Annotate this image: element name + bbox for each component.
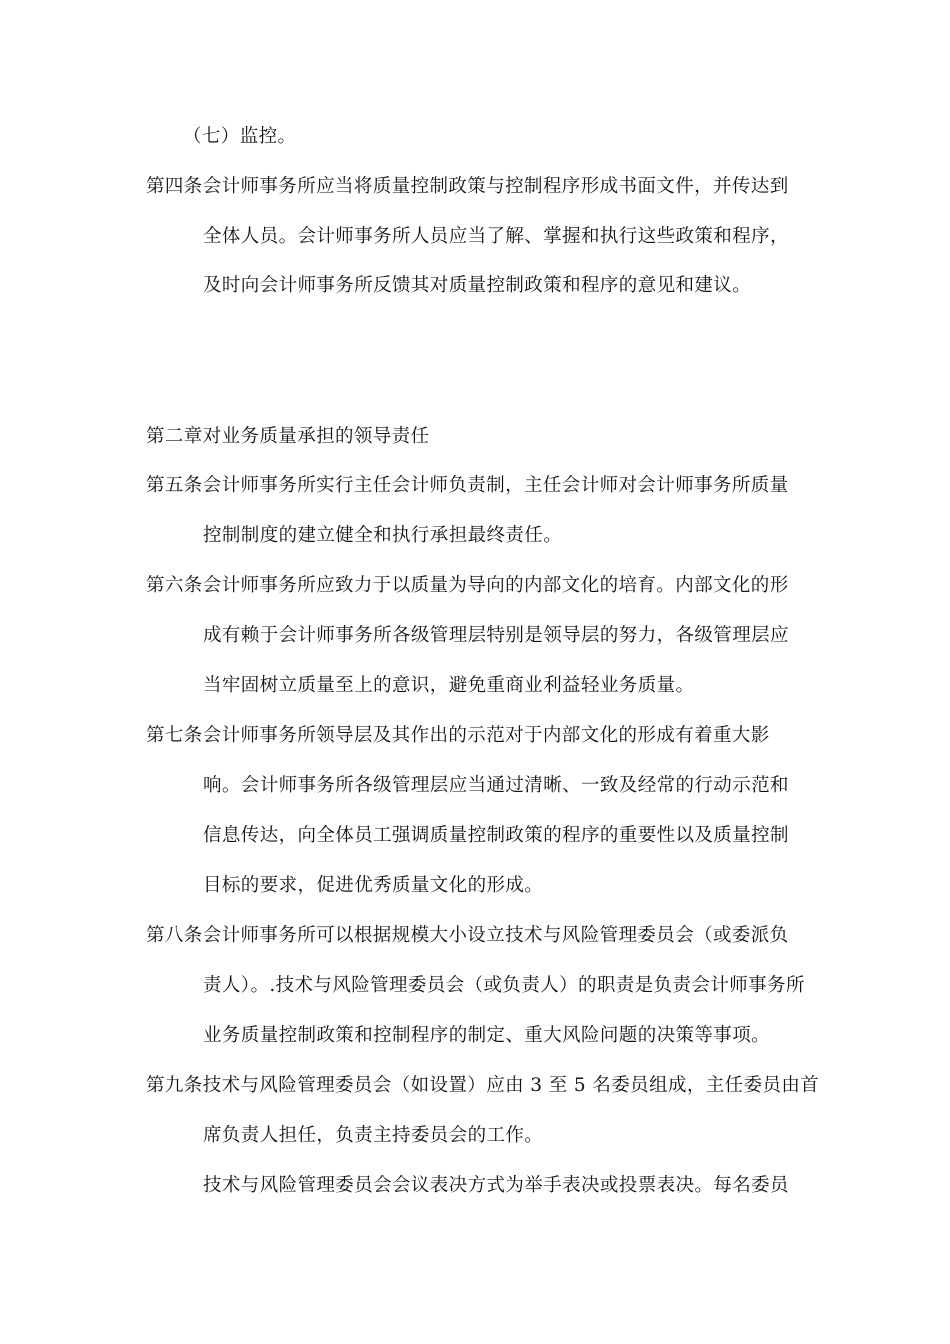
article-6-line-2: 成有赖于会计师事务所各级管理层特别是领导层的努力，各级管理层应 bbox=[203, 625, 789, 646]
article-6-line-3: 当牢固树立质量至上的意识，避免重商业利益轻业务质量。 bbox=[203, 675, 695, 696]
article-4-line-1: 第四条会计师事务所应当将质量控制政策与控制程序形成书面文件，并传达到 bbox=[146, 176, 789, 197]
article-5-line-1: 第五条会计师事务所实行主任会计师负责制，主任会计师对会计师事务所质量 bbox=[146, 475, 789, 496]
article-9-line-2: 席负责人担任，负责主持委员会的工作。 bbox=[203, 1125, 544, 1146]
article-4-line-3: 及时向会计师事务所反馈其对质量控制政策和程序的意见和建议。 bbox=[203, 275, 752, 296]
article-9-line-1: 第九条技术与风险管理委员会（如设置）应由 3 至 5 名委员组成，主任委员由首 bbox=[146, 1075, 820, 1096]
article-4-line-2: 全体人员。会计师事务所人员应当了解、掌握和执行这些政策和程序， bbox=[203, 226, 789, 247]
article-7-line-4: 目标的要求，促进优秀质量文化的形成。 bbox=[203, 875, 544, 896]
chapter-2-heading: 第二章对业务质量承担的领导责任 bbox=[146, 426, 430, 447]
article-7-line-3: 信息传达，向全体员工强调质量控制政策的程序的重要性以及质量控制 bbox=[203, 825, 789, 846]
article-7-line-1: 第七条会计师事务所领导层及其作出的示范对于内部文化的形成有着重大影 bbox=[146, 725, 770, 746]
article-8-line-2: 责人）。.技术与风险管理委员会（或负责人）的职责是负责会计师事务所 bbox=[203, 975, 805, 996]
article-8-line-1: 第八条会计师事务所可以根据规模大小设立技术与风险管理委员会（或委派负 bbox=[146, 925, 789, 946]
article-8-line-3: 业务质量控制政策和控制程序的制定、重大风险问题的决策等事项。 bbox=[203, 1025, 771, 1046]
article-7-line-2: 响。会计师事务所各级管理层应当通过清晰、一致及经常的行动示范和 bbox=[203, 775, 789, 796]
article-9-paragraph-2-line-1: 技术与风险管理委员会会议表决方式为举手表决或投票表决。每名委员 bbox=[203, 1175, 789, 1196]
article-5-line-2: 控制制度的建立健全和执行承担最终责任。 bbox=[203, 525, 563, 546]
item-seven-monitoring: （七）监控。 bbox=[183, 126, 297, 147]
article-6-line-1: 第六条会计师事务所应致力于以质量为导向的内部文化的培育。内部文化的形 bbox=[146, 575, 789, 596]
